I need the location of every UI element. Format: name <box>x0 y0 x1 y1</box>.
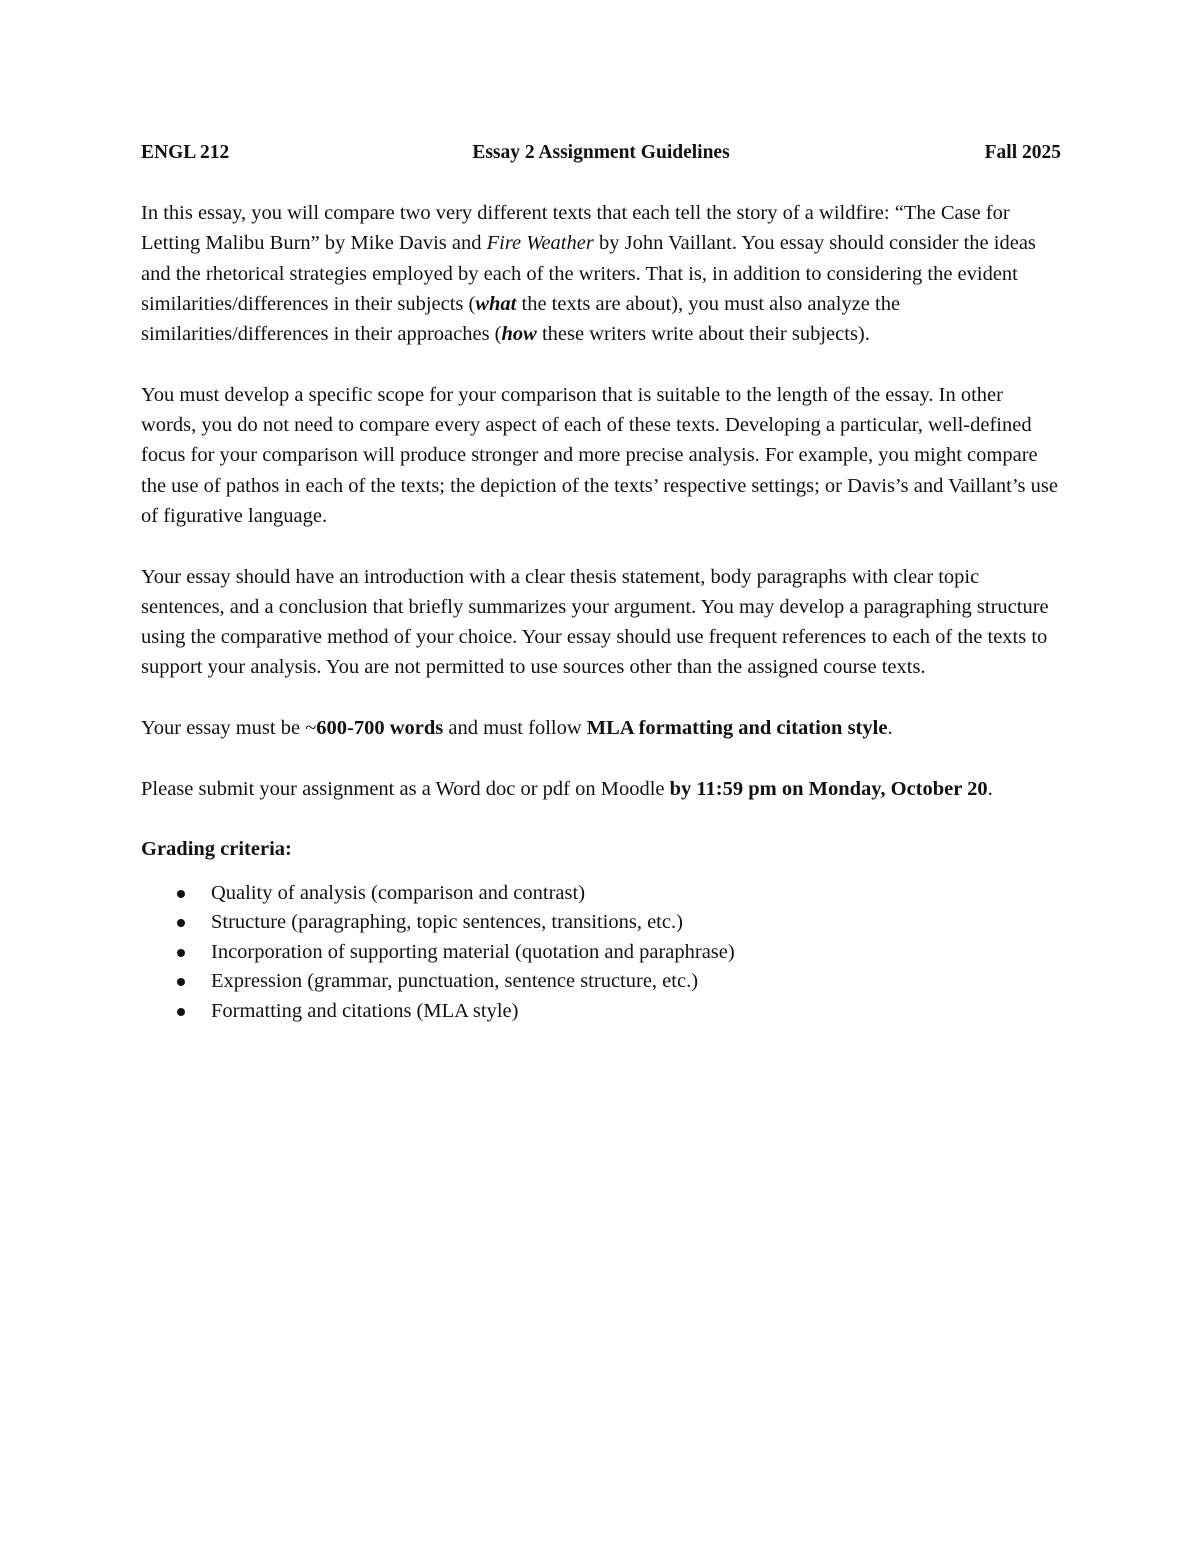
intro-text-1: In this essay, you will compare two very different texts that each tell the story of a wildfire: “The Case for Letting Malibu Burn” by Mike Davis and <box>141 202 1010 255</box>
list-item: Formatting and citations (MLA style) <box>141 997 1061 1027</box>
grading-criteria-list <box>141 879 1061 1027</box>
bullet-icon <box>177 890 185 898</box>
intro-text-4: these writers write about their subjects). <box>536 323 870 346</box>
grading-criteria-heading: Grading criteria: <box>141 838 292 861</box>
bullet-icon <box>177 978 185 986</box>
deadline: by 11:59 pm on Monday, October 20 <box>669 777 988 800</box>
course-code: ENGL 212 <box>141 142 230 163</box>
list-item: Incorporation of supporting material (quotation and paraphrase) <box>141 938 1061 968</box>
structure-paragraph: Your essay should have an introduction with a clear thesis statement, body paragraphs with clear topic sentences, and a conclusion that briefly summarizes your argument. You may develop a paragraphing structure using the comparative method of your choice. Your essay should use frequent references to each of the texts to support your analysis. You are not permitted to use sources other than the assigned course texts. <box>141 565 1049 679</box>
bullet-icon <box>177 949 185 957</box>
length-text-1: Your essay must be ~ <box>141 717 317 740</box>
submission-text-2: . <box>987 777 993 800</box>
length-text-2: and must follow <box>443 717 587 740</box>
length-text-3: . <box>887 717 893 740</box>
intro-paragraph <box>141 198 1061 349</box>
submission-paragraph <box>141 774 1061 804</box>
word-count-requirement: 600-700 words <box>316 717 444 740</box>
book-title-fire-weather: Fire Weather <box>486 232 594 255</box>
list-item: Structure (paragraphing, topic sentences, transitions, etc.) <box>141 908 1061 938</box>
term-label: Fall 2025 <box>984 142 1061 163</box>
document-title: Essay 2 Assignment Guidelines <box>472 142 730 163</box>
emphasis-what: what <box>475 292 517 315</box>
list-item: Quality of analysis (comparison and contrast) <box>141 879 1061 909</box>
intro-text-3: the texts are about), you must also analyze the similarities/differences in their approaches ( <box>141 292 901 346</box>
emphasis-how: how <box>501 323 537 346</box>
scope-paragraph: You must develop a specific scope for your comparison that is suitable to the length of the essay. In other words, you do not need to compare every aspect of each of these texts. Developing a particular, well-defined focus for your comparison will produce stronger and more precise analysis. For example, you might compare the use of pathos in each of the texts; the depiction of the texts’ respective settings; or Davis’s and Vaillant’s use of figurative language. <box>141 383 1058 527</box>
intro-text-2: by John Vaillant. You essay should consider the ideas and the rhetorical strategies employed by each of the writers. That is, in addition to considering the evident similarities/differences in their subjects ( <box>141 232 1036 315</box>
submission-text-1: Please submit your assignment as a Word doc or pdf on Moodle <box>141 777 670 800</box>
bullet-icon <box>177 919 185 927</box>
list-item: Expression (grammar, punctuation, sentence structure, etc.) <box>141 967 1061 997</box>
document-page <box>141 138 1061 1027</box>
length-paragraph <box>141 713 1061 743</box>
mla-requirement: MLA formatting and citation style <box>586 717 888 740</box>
bullet-icon <box>177 1008 185 1016</box>
document-header <box>141 138 1061 168</box>
